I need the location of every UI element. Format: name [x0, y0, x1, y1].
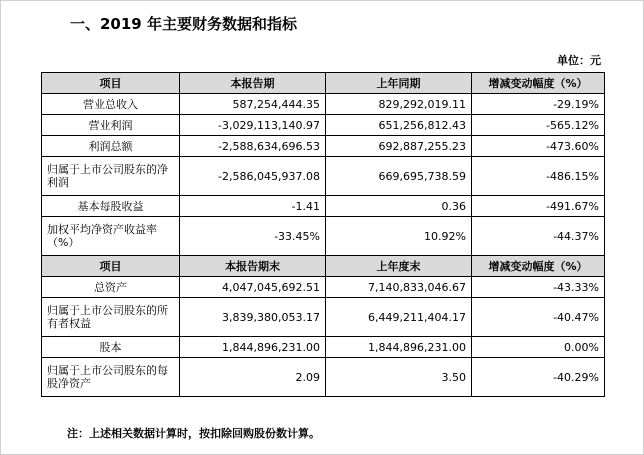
row-label: 利润总额 — [42, 136, 180, 157]
header-item: 项目 — [42, 256, 180, 277]
row-prior: 7,140,833,046.67 — [326, 277, 472, 298]
row-label: 归属于上市公司股东的净利润 — [42, 157, 180, 196]
row-current: 2.09 — [180, 358, 326, 397]
section-heading: 一、2019 年主要财务数据和指标 — [70, 15, 297, 33]
row-prior: 10.92% — [326, 217, 472, 256]
table-row — [42, 157, 605, 196]
row-prior: 692,887,255.23 — [326, 136, 472, 157]
table-header-row-period-end — [42, 256, 605, 277]
row-current: -2,586,045,937.08 — [180, 157, 326, 196]
header-item: 项目 — [42, 73, 180, 94]
table-row — [42, 136, 605, 157]
row-current: 3,839,380,053.17 — [180, 298, 326, 337]
header-period-end: 本报告期末 — [180, 256, 326, 277]
row-prior: 651,256,812.43 — [326, 115, 472, 136]
row-change: 0.00% — [472, 337, 605, 358]
financial-data-table — [41, 72, 605, 397]
unit-label: 单位：元 — [557, 54, 601, 67]
row-prior: 6,449,211,404.17 — [326, 298, 472, 337]
row-current: -33.45% — [180, 217, 326, 256]
header-prior-period: 上年同期 — [326, 73, 472, 94]
row-current: 4,047,045,692.51 — [180, 277, 326, 298]
row-prior: 829,292,019.11 — [326, 94, 472, 115]
row-label: 营业总收入 — [42, 94, 180, 115]
footnote: 注：上述相关数据计算时，按扣除回购股份数计算。 — [67, 427, 320, 440]
table-row — [42, 94, 605, 115]
row-change: -29.19% — [472, 94, 605, 115]
row-prior: 0.36 — [326, 196, 472, 217]
row-change: -473.60% — [472, 136, 605, 157]
row-current: -2,588,634,696.53 — [180, 136, 326, 157]
header-change-pct: 增减变动幅度（%） — [472, 73, 605, 94]
row-prior: 1,844,896,231.00 — [326, 337, 472, 358]
row-change: -44.37% — [472, 217, 605, 256]
table-row — [42, 277, 605, 298]
row-prior: 3.50 — [326, 358, 472, 397]
table-row — [42, 217, 605, 256]
table-row — [42, 337, 605, 358]
header-change-pct: 增减变动幅度（%） — [472, 256, 605, 277]
row-current: -1.41 — [180, 196, 326, 217]
table-row — [42, 196, 605, 217]
row-change: -40.29% — [472, 358, 605, 397]
row-label: 总资产 — [42, 277, 180, 298]
row-label: 基本每股收益 — [42, 196, 180, 217]
row-label: 归属于上市公司股东的每股净资产 — [42, 358, 180, 397]
table-row — [42, 298, 605, 337]
row-current: 587,254,444.35 — [180, 94, 326, 115]
row-change: -40.47% — [472, 298, 605, 337]
row-current: 1,844,896,231.00 — [180, 337, 326, 358]
row-label: 股本 — [42, 337, 180, 358]
table-row — [42, 358, 605, 397]
header-prior-year-end: 上年度末 — [326, 256, 472, 277]
row-change: -43.33% — [472, 277, 605, 298]
row-label: 营业利润 — [42, 115, 180, 136]
table-row — [42, 115, 605, 136]
table-header-row-period — [42, 73, 605, 94]
row-current: -3,029,113,140.97 — [180, 115, 326, 136]
row-change: -491.67% — [472, 196, 605, 217]
row-change: -486.15% — [472, 157, 605, 196]
row-label: 加权平均净资产收益率（%） — [42, 217, 180, 256]
row-prior: 669,695,738.59 — [326, 157, 472, 196]
header-current-period: 本报告期 — [180, 73, 326, 94]
row-label: 归属于上市公司股东的所有者权益 — [42, 298, 180, 337]
row-change: -565.12% — [472, 115, 605, 136]
